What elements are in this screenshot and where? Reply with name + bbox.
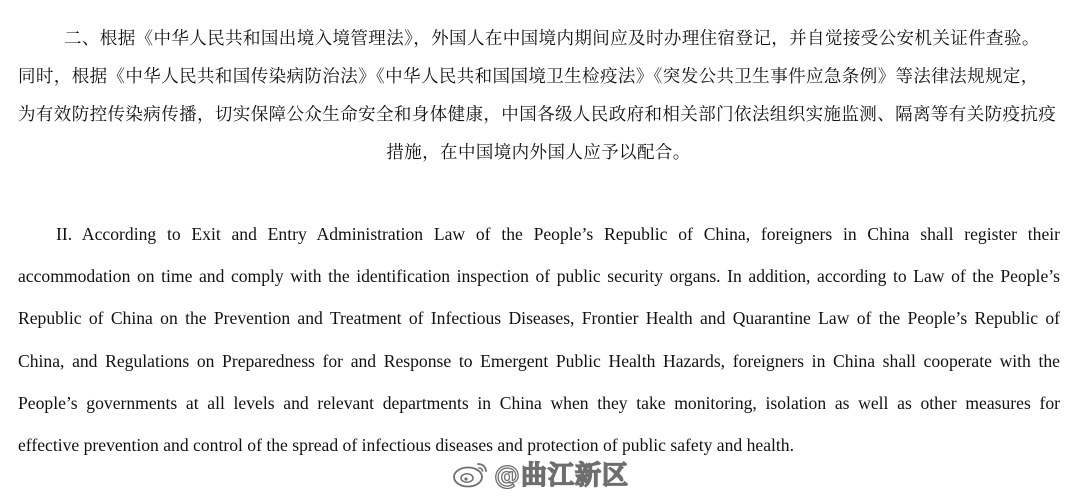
watermark-text: @曲江新区 xyxy=(494,460,630,491)
english-line-3: Republic of China on the Prevention and Treatment of Infectious Diseases, Frontier Health and Quarantine Law of the People’s Republic of xyxy=(18,308,1060,329)
english-line-4: China, and Regulations on Preparedness for and Response to Emergent Public Health Hazards, foreigners in China shall cooperate with the xyxy=(18,350,1060,371)
english-paragraph xyxy=(18,213,1060,466)
weibo-watermark xyxy=(452,456,629,490)
english-line-5: People’s governments at all levels and relevant departments in China when they take monitoring, isolation as well as other measures for xyxy=(18,392,1060,413)
chinese-line-2: 同时，根据《中华人民共和国传染病防治法》《中华人民共和国国境卫生检疫法》《突发公共卫生事件应急条例》等法律法规规定， xyxy=(18,67,1039,87)
chinese-paragraph xyxy=(18,20,1059,172)
chinese-line-3: 为有效防控传染病传播，切实保障公众生命安全和身体健康，中国各级人民政府和相关部门依法组织实施监测、隔离等有关防疫抗疫 xyxy=(18,105,1057,125)
english-line-6: effective prevention and control of the spread of infectious diseases and protection of public safety and health. xyxy=(18,434,794,455)
chinese-line-1: 二、根据《中华人民共和国出境入境管理法》，外国人在中国境内期间应及时办理住宿登记，并自觉接受公安机关证件查验。 xyxy=(64,29,1040,49)
english-line-1: II. According to Exit and Entry Administration Law of the People’s Republic of China, foreigners in China shall register their xyxy=(56,224,1060,244)
chinese-line-4: 措施，在中国境内外国人应予以配合。 xyxy=(386,143,691,163)
english-line-2: accommodation on time and comply with the identification inspection of public security organs. In addition, according to Law of the People’s xyxy=(18,266,1060,287)
weibo-logo-icon xyxy=(452,458,490,488)
